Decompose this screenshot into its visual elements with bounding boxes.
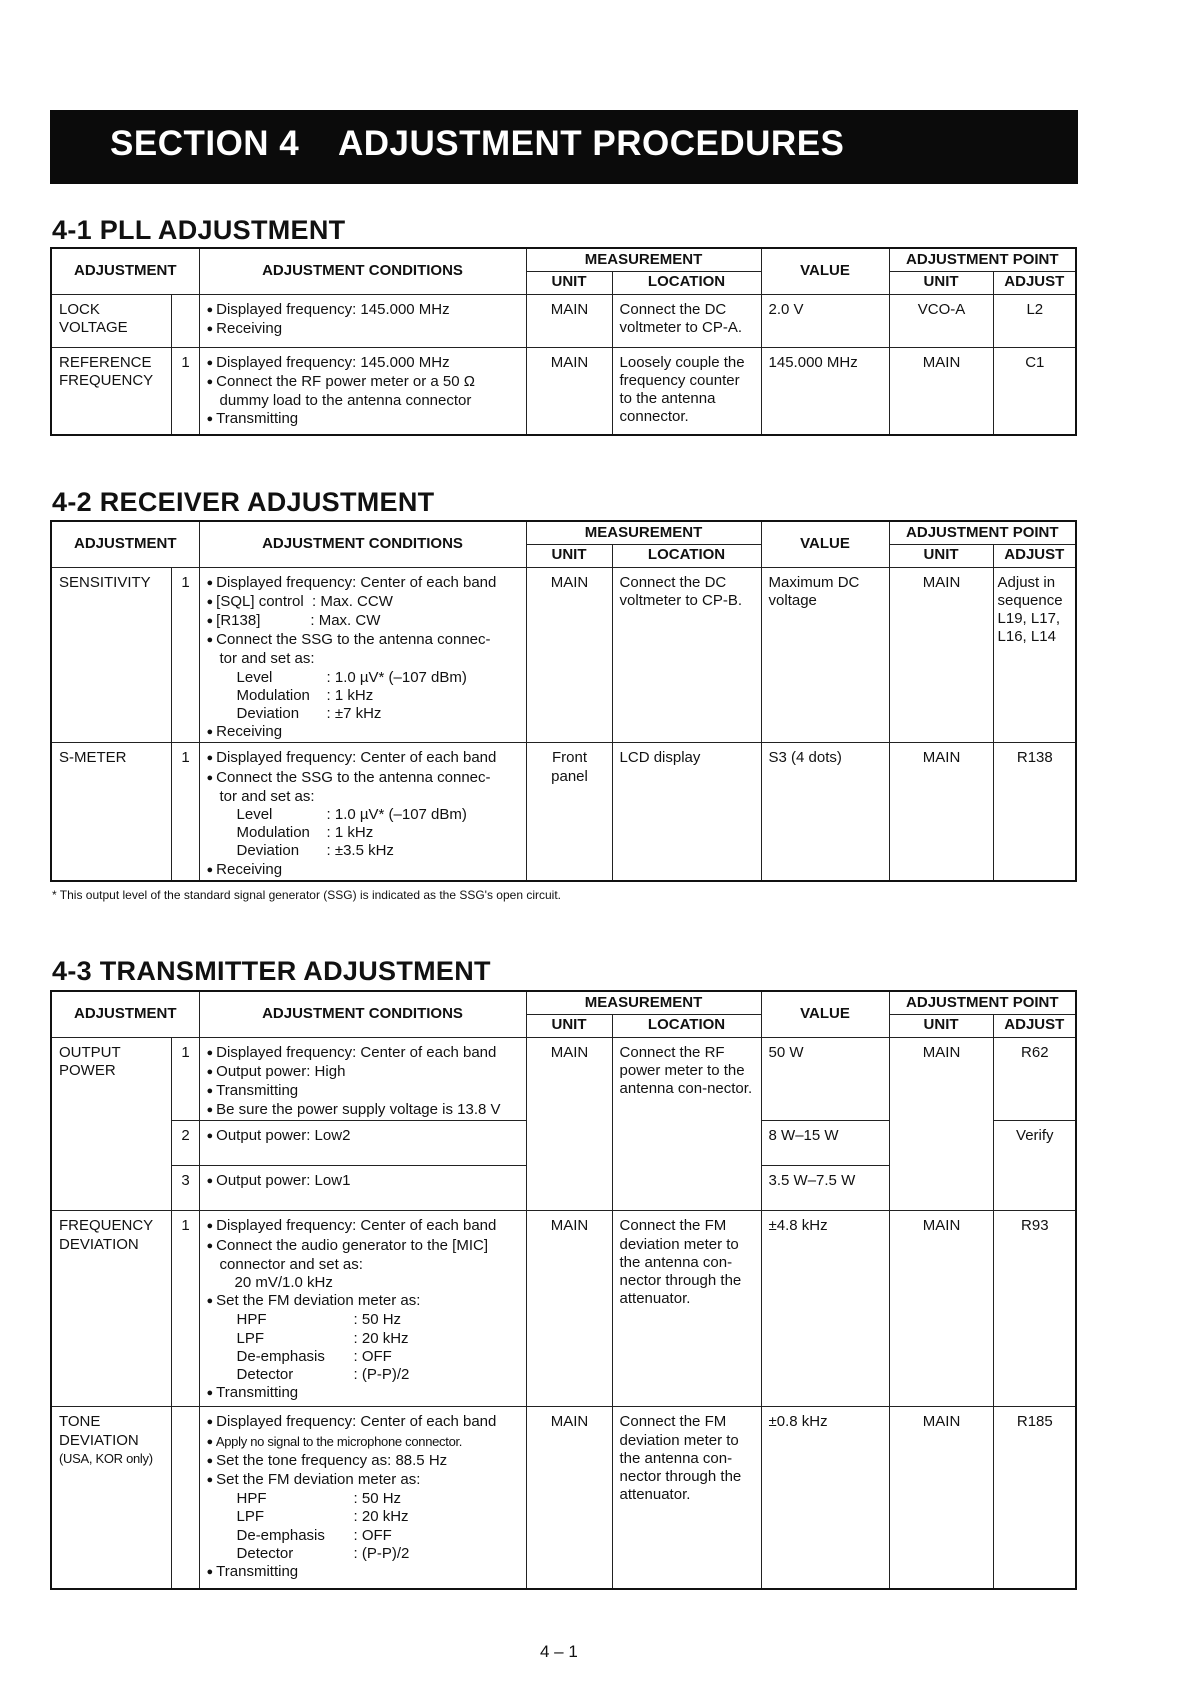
setting-value: : (P-P)/2 <box>353 1365 410 1383</box>
header-conditions: ADJUSTMENT CONDITIONS <box>199 521 526 567</box>
header-adjustment-point: ADJUSTMENT POINT <box>889 521 1076 544</box>
setting-key: De-emphasis <box>236 1347 325 1365</box>
condition-item: ● Connect the SSG to the antenna connec- <box>207 769 520 788</box>
header-value: VALUE <box>761 521 889 567</box>
page-number: 4 – 1 <box>540 1642 578 1661</box>
setting-row <box>207 1366 520 1384</box>
setting-key: LPF <box>236 1329 265 1347</box>
setting-key: HPF <box>236 1311 267 1329</box>
setting-key: Deviation <box>236 842 300 860</box>
value: S3 (4 dots) <box>761 743 889 881</box>
header-adjustment: ADJUSTMENT <box>51 248 199 294</box>
adjust-unit: MAIN <box>889 347 993 435</box>
condition-item: ● Displayed frequency: 145.000 MHz <box>207 354 520 373</box>
pll-table <box>50 247 1077 436</box>
setting-row <box>207 1348 520 1366</box>
adjustment-name-text: TONE DEVIATION <box>59 1413 139 1449</box>
header-adjustment: ADJUSTMENT <box>51 991 199 1037</box>
measurement-location: Connect the DC voltmeter to CP-B. <box>612 567 761 743</box>
measurement-location: Connect the FM deviation meter to the antenna con-nector through the attenuator. <box>612 1211 761 1407</box>
condition-item: ● Receiving <box>207 320 520 339</box>
header-adjust: ADJUST <box>993 271 1076 294</box>
condition-item: ● Displayed frequency: Center of each band <box>207 749 520 768</box>
setting-value: : 20 kHz <box>353 1329 409 1347</box>
step-number: 1 <box>171 1037 199 1121</box>
setting-value: : 20 kHz <box>353 1508 409 1526</box>
adjust-unit: VCO-A <box>889 294 993 347</box>
setting-key: De-emphasis <box>236 1526 325 1544</box>
setting-value: : ±3.5 kHz <box>326 842 394 860</box>
adjust-point: C1 <box>993 347 1076 435</box>
condition-item: ● Displayed frequency: Center of each band <box>207 1044 520 1063</box>
condition-item: ● Output power: Low1 <box>207 1172 520 1191</box>
table-row <box>51 1211 1076 1407</box>
header-unit: UNIT <box>889 544 993 567</box>
adjust-point: R138 <box>993 743 1076 881</box>
setting-row <box>207 824 520 842</box>
value: ±0.8 kHz <box>761 1407 889 1589</box>
setting-row <box>207 1527 520 1545</box>
condition-item: ● Displayed frequency: 145.000 MHz <box>207 301 520 320</box>
step-number <box>171 1407 199 1589</box>
header-unit: UNIT <box>889 271 993 294</box>
setting-key: Deviation <box>236 704 300 722</box>
condition-item: ● Displayed frequency: Center of each band <box>207 1413 520 1432</box>
header-measurement: MEASUREMENT <box>526 521 761 544</box>
conditions <box>199 294 526 347</box>
setting-value: : 50 Hz <box>353 1490 402 1508</box>
section-banner <box>50 110 1078 184</box>
condition-item: ● Output power: High <box>207 1063 520 1082</box>
condition-item: ● Displayed frequency: Center of each band <box>207 1217 520 1236</box>
header-measurement: MEASUREMENT <box>526 991 761 1014</box>
step-number <box>171 294 199 347</box>
adjustment-name: REFERENCE FREQUENCY <box>51 347 171 435</box>
step-number: 1 <box>171 1211 199 1407</box>
measurement-unit: MAIN <box>526 1037 612 1211</box>
condition-item: ● Output power: Low2 <box>207 1127 520 1146</box>
condition-item: ● Transmitting <box>207 1563 520 1582</box>
adjust-unit: MAIN <box>889 1211 993 1407</box>
measurement-location: Connect the FM deviation meter to the antenna con-nector through the attenuator. <box>612 1407 761 1589</box>
section-number: SECTION 4 <box>110 124 300 163</box>
condition-item: ● Set the FM deviation meter as: <box>207 1471 520 1490</box>
adjust-point: Adjust in sequence L19, L17, L16, L14 <box>993 567 1076 743</box>
setting-key: Level <box>236 668 273 686</box>
condition-continuation: tor and set as: <box>219 787 315 805</box>
measurement-unit: MAIN <box>526 347 612 435</box>
header-adjustment: ADJUSTMENT <box>51 521 199 567</box>
adjust-point: R62 <box>993 1037 1076 1121</box>
measurement-unit: MAIN <box>526 294 612 347</box>
setting-row <box>207 806 520 824</box>
setting-row <box>207 842 520 860</box>
step-number: 1 <box>171 567 199 743</box>
setting-row <box>207 669 520 687</box>
condition-item: ● Set the FM deviation meter as: <box>207 1292 520 1311</box>
value: Maximum DC voltage <box>761 567 889 743</box>
setting-key: LPF <box>236 1508 265 1526</box>
ssg-footnote: * This output level of the standard signal generator (SSG) is indicated as the SSG's open circuit. <box>52 888 562 902</box>
condition-item: ● Set the tone frequency as: 88.5 Hz <box>207 1452 520 1471</box>
conditions <box>199 1037 526 1121</box>
condition-item: ● Apply no signal to the microphone connector. <box>207 1433 520 1452</box>
header-location: LOCATION <box>612 271 761 294</box>
table-row <box>51 294 1076 347</box>
table-row <box>51 567 1076 743</box>
step-number: 1 <box>171 743 199 881</box>
value: 2.0 V <box>761 294 889 347</box>
condition-item: ● Transmitting <box>207 1384 520 1403</box>
setting-key: Detector <box>236 1365 294 1383</box>
setting-row <box>207 1490 520 1508</box>
setting-value: : (P-P)/2 <box>353 1544 410 1562</box>
table-row <box>51 1407 1076 1589</box>
header-unit: UNIT <box>889 1014 993 1037</box>
header-location: LOCATION <box>612 544 761 567</box>
header-location: LOCATION <box>612 1014 761 1037</box>
condition-item: ● [SQL] control : Max. CCW <box>207 593 520 612</box>
conditions <box>199 1166 526 1211</box>
adjust-point: R93 <box>993 1211 1076 1407</box>
adjust-point: L2 <box>993 294 1076 347</box>
receiver-heading: 4-2 RECEIVER ADJUSTMENT <box>52 487 435 517</box>
step-number: 2 <box>171 1121 199 1166</box>
measurement-location: Loosely couple the frequency counter to the antenna connector. <box>612 347 761 435</box>
adjust-unit: MAIN <box>889 1407 993 1589</box>
condition-item: ● Be sure the power supply voltage is 13.8 V <box>207 1101 520 1120</box>
measurement-location: LCD display <box>612 743 761 881</box>
header-measurement: MEASUREMENT <box>526 248 761 271</box>
condition-item: ● Connect the SSG to the antenna connec- <box>207 631 520 650</box>
header-adjustment-point: ADJUSTMENT POINT <box>889 248 1076 271</box>
setting-key: Level <box>236 805 273 823</box>
conditions <box>199 1121 526 1166</box>
measurement-unit: Front panel <box>526 743 612 881</box>
setting-key: HPF <box>236 1490 267 1508</box>
adjust-point: R185 <box>993 1407 1076 1589</box>
condition-item: ● Connect the audio generator to the [MIC] <box>207 1237 520 1256</box>
setting-row <box>207 1545 520 1563</box>
conditions <box>199 1211 526 1407</box>
condition-continuation: tor and set as: <box>219 650 315 668</box>
setting-value: : OFF <box>353 1347 392 1365</box>
condition-continuation: connector and set as: <box>219 1255 363 1273</box>
table-row <box>51 743 1076 881</box>
table-row <box>51 1037 1076 1121</box>
header-adjust: ADJUST <box>993 1014 1076 1037</box>
conditions <box>199 567 526 743</box>
measurement-unit: MAIN <box>526 1211 612 1407</box>
setting-row <box>207 1508 520 1526</box>
setting-key: Modulation <box>236 686 310 704</box>
value: ±4.8 kHz <box>761 1211 889 1407</box>
header-value: VALUE <box>761 248 889 294</box>
condition-item: ● Displayed frequency: Center of each band <box>207 574 520 593</box>
value: 50 W <box>761 1037 889 1121</box>
setting-key: Detector <box>236 1544 294 1562</box>
header-conditions: ADJUSTMENT CONDITIONS <box>199 248 526 294</box>
value: 8 W–15 W <box>761 1121 889 1166</box>
conditions <box>199 347 526 435</box>
receiver-table <box>50 520 1077 882</box>
adjustment-name: SENSITIVITY <box>51 567 171 743</box>
header-unit: UNIT <box>526 1014 612 1037</box>
condition-item: ● Transmitting <box>207 410 520 429</box>
condition-item: ● [R138] : Max. CW <box>207 612 520 631</box>
transmitter-heading: 4-3 TRANSMITTER ADJUSTMENT <box>52 956 491 986</box>
value: 3.5 W–7.5 W <box>761 1166 889 1211</box>
region-note: (USA, KOR only) <box>59 1450 153 1466</box>
table-row <box>51 347 1076 435</box>
pll-heading: 4-1 PLL ADJUSTMENT <box>52 215 346 245</box>
measurement-location: Connect the RF power meter to the antenna con-nector. <box>612 1037 761 1211</box>
setting-key: Modulation <box>236 824 310 842</box>
adjustment-name <box>51 1407 171 1589</box>
measurement-unit: MAIN <box>526 1407 612 1589</box>
step-number: 3 <box>171 1166 199 1211</box>
setting-value: : ±7 kHz <box>326 704 382 722</box>
adjust-unit: MAIN <box>889 567 993 743</box>
setting-value: : 1 kHz <box>326 686 374 704</box>
header-unit: UNIT <box>526 544 612 567</box>
setting-value: : 1 kHz <box>326 824 374 842</box>
setting-value: : OFF <box>353 1526 392 1544</box>
measurement-unit: MAIN <box>526 567 612 743</box>
condition-item: ● Connect the RF power meter or a 50 Ω <box>207 373 520 392</box>
setting-row <box>207 1311 520 1329</box>
adjust-point: Verify <box>993 1121 1076 1211</box>
condition-item: ● Receiving <box>207 723 520 742</box>
setting-value: : 1.0 µV* (–107 dBm) <box>326 805 467 823</box>
transmitter-table <box>50 990 1077 1590</box>
adjust-unit: MAIN <box>889 743 993 881</box>
setting-row <box>207 705 520 723</box>
condition-item: ● Transmitting <box>207 1082 520 1101</box>
header-conditions: ADJUSTMENT CONDITIONS <box>199 991 526 1037</box>
setting-row <box>207 1330 520 1348</box>
conditions <box>199 743 526 881</box>
header-adjust: ADJUST <box>993 544 1076 567</box>
adjustment-name: OUTPUT POWER <box>51 1037 171 1211</box>
setting-value: : 50 Hz <box>353 1311 402 1329</box>
condition-continuation: 20 mV/1.0 kHz <box>234 1273 333 1291</box>
step-number: 1 <box>171 347 199 435</box>
adjust-unit: MAIN <box>889 1037 993 1211</box>
header-adjustment-point: ADJUSTMENT POINT <box>889 991 1076 1014</box>
adjustment-name: LOCK VOLTAGE <box>51 294 171 347</box>
adjustment-name: FREQUENCY DEVIATION <box>51 1211 171 1407</box>
condition-item: ● Receiving <box>207 861 520 880</box>
setting-row <box>207 687 520 705</box>
section-title: ADJUSTMENT PROCEDURES <box>338 124 845 163</box>
condition-continuation: dummy load to the antenna connector <box>219 391 472 409</box>
setting-value: : 1.0 µV* (–107 dBm) <box>326 668 467 686</box>
adjustment-name: S-METER <box>51 743 171 881</box>
conditions <box>199 1407 526 1589</box>
value: 145.000 MHz <box>761 347 889 435</box>
header-unit: UNIT <box>526 271 612 294</box>
measurement-location: Connect the DC voltmeter to CP-A. <box>612 294 761 347</box>
header-value: VALUE <box>761 991 889 1037</box>
